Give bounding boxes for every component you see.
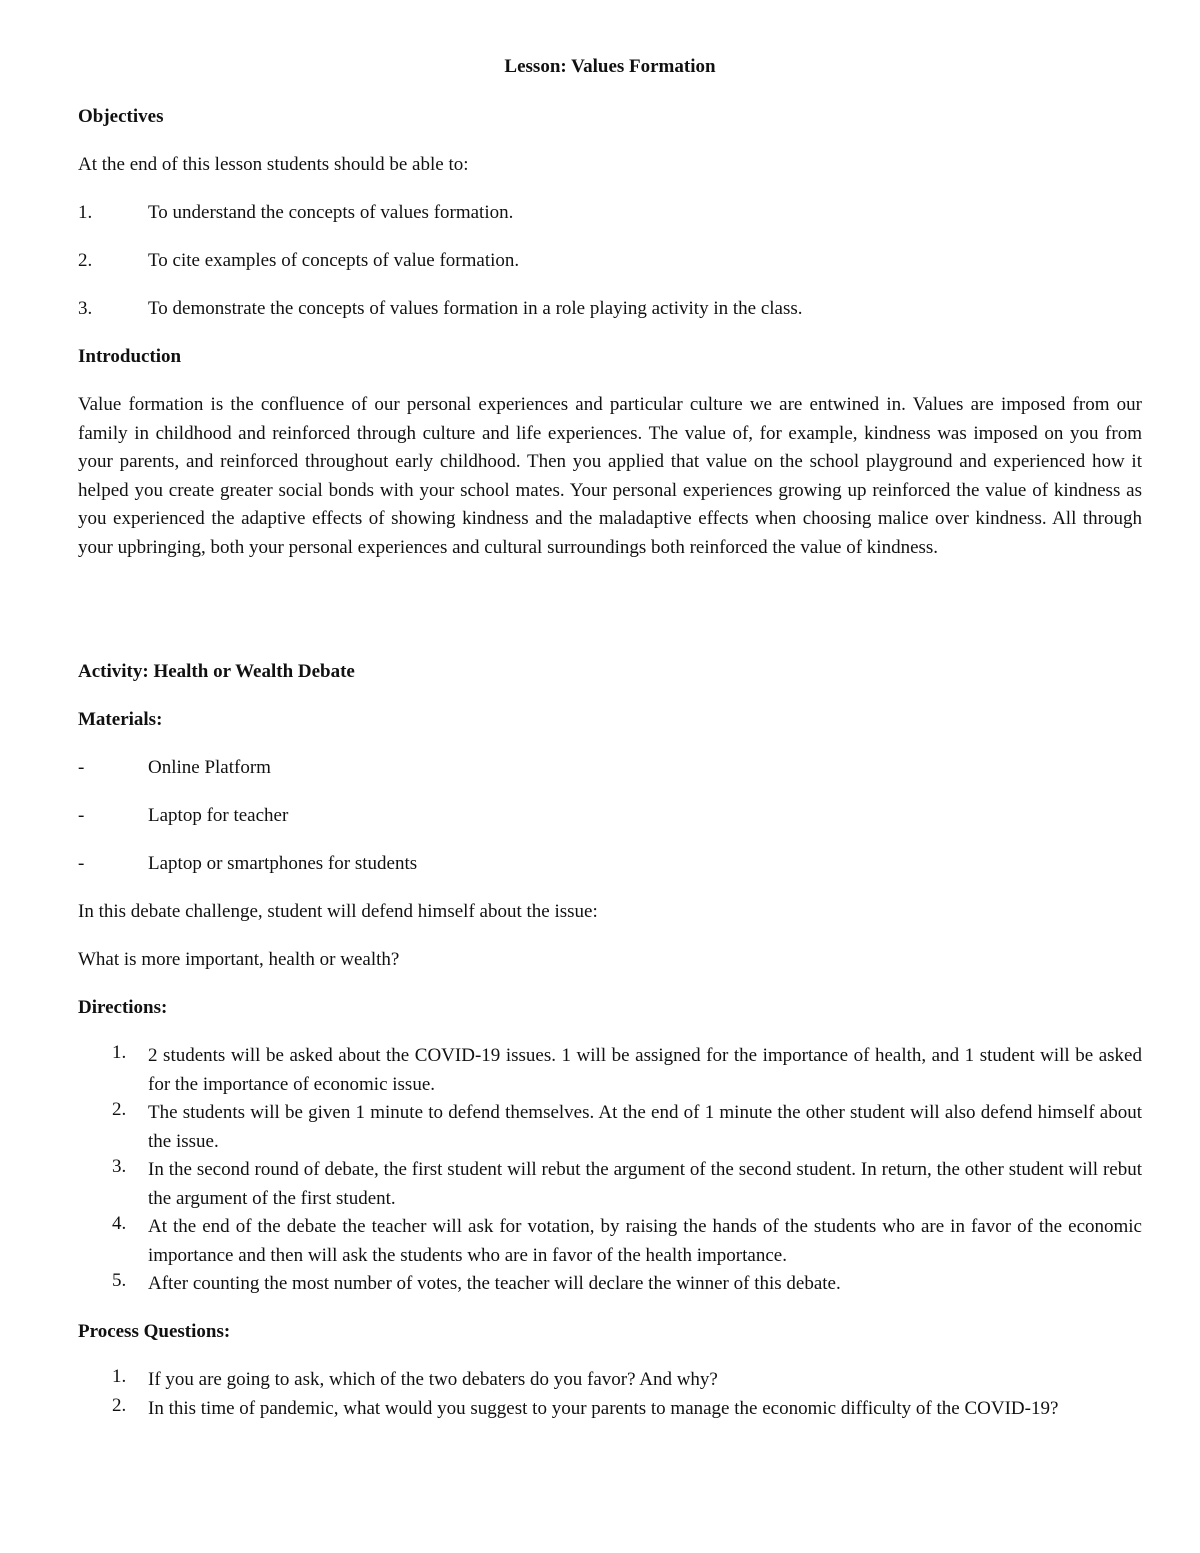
list-item-text: To understand the concepts of values formation.	[148, 202, 514, 223]
list-number: 1.	[112, 1042, 127, 1063]
list-item-text: In this time of pandemic, what would you suggest to your parents to manage the economic difficulty of the COVID-19?	[148, 1398, 1059, 1419]
directions-heading: Directions:	[78, 997, 168, 1018]
objectives-heading: Objectives	[78, 106, 164, 127]
process-questions-heading: Process Questions:	[78, 1321, 231, 1342]
list-item-text: To demonstrate the concepts of values formation in a role playing activity in the class.	[148, 298, 803, 319]
bullet-dash: -	[78, 805, 85, 826]
list-item-text: Laptop for teacher	[148, 805, 289, 826]
list-number: 5.	[112, 1270, 127, 1291]
introduction-paragraph: Value formation is the confluence of our personal experiences and particular culture we are entwined in. Values are imposed from our family in childhood and reinforced through culture and life experiences. The value of, for example, kindness was imposed on you from your parents, and reinforced throughout early childhood. Then you applied that value on the school playground and experienced how it helped you create greater social bonds with your school mates. Your personal experiences growing up reinforced the value of kindness as you experienced the adaptive effects of showing kindness and the maladaptive effects when choosing malice over kindness. All through your upbringing, both your personal experiences and cultural surroundings both reinforced the value of kindness.	[78, 394, 1142, 558]
introduction-heading: Introduction	[78, 346, 182, 367]
list-number: 1.	[112, 1366, 127, 1387]
list-number: 3.	[78, 298, 93, 319]
list-item-text: 2 students will be asked about the COVID-19 issues. 1 will be assigned for the importance of health, and 1 student will be asked for the importance of economic issue.	[148, 1045, 1142, 1095]
list-number: 1.	[78, 202, 93, 223]
materials-heading: Materials:	[78, 709, 163, 730]
list-item-text: Laptop or smartphones for students	[148, 853, 418, 874]
list-item-text: In the second round of debate, the first student will rebut the argument of the second student. In return, the other student will rebut the argument of the first student.	[148, 1159, 1142, 1209]
lesson-title: Lesson: Values Formation	[504, 56, 716, 77]
activity-heading: Activity: Health or Wealth Debate	[78, 661, 355, 682]
list-item-text: At the end of the debate the teacher will ask for votation, by raising the hands of the students who are in favor of the economic importance and then will ask the students who are in favor of the health importance.	[148, 1216, 1142, 1266]
list-number: 2.	[78, 250, 93, 271]
list-number: 3.	[112, 1156, 127, 1177]
list-number: 2.	[112, 1099, 127, 1120]
list-item-text: To cite examples of concepts of value formation.	[148, 250, 520, 271]
list-item-text: Online Platform	[148, 757, 271, 778]
list-item-text: After counting the most number of votes, the teacher will declare the winner of this debate.	[148, 1273, 841, 1294]
bullet-dash: -	[78, 853, 85, 874]
debate-question: What is more important, health or wealth?	[78, 949, 400, 970]
objectives-intro: At the end of this lesson students should be able to:	[78, 154, 469, 175]
list-item-text: The students will be given 1 minute to defend themselves. At the end of 1 minute the other student will also defend himself about the issue.	[148, 1102, 1142, 1152]
list-number: 4.	[112, 1213, 127, 1234]
bullet-dash: -	[78, 757, 85, 778]
debate-intro: In this debate challenge, student will defend himself about the issue:	[78, 901, 598, 922]
list-number: 2.	[112, 1395, 127, 1416]
list-item-text: If you are going to ask, which of the two debaters do you favor? And why?	[148, 1369, 718, 1390]
